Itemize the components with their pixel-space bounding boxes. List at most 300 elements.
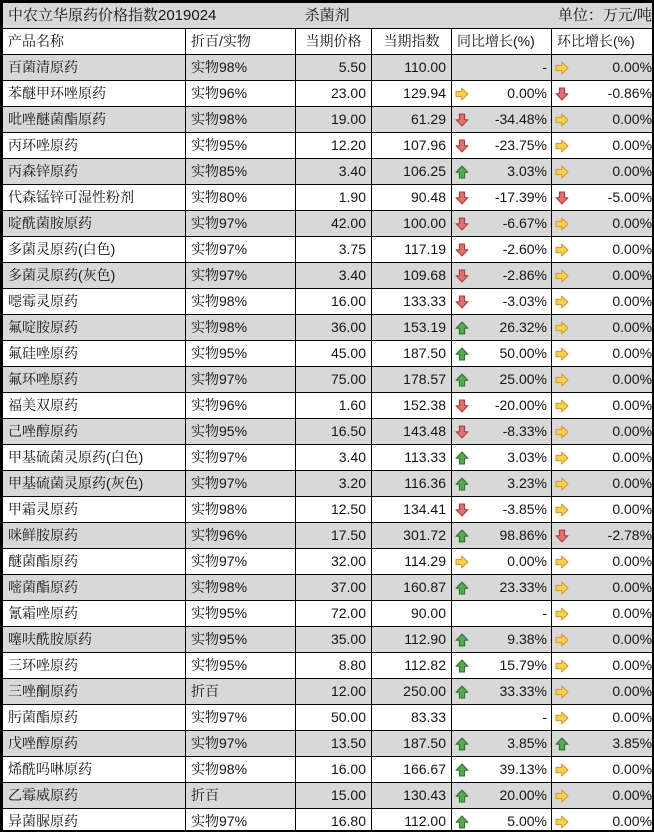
mom-cell-value: 0.00% xyxy=(612,241,653,257)
yoy-cell-value: -8.33% xyxy=(502,423,547,439)
yoy-cell xyxy=(452,211,552,237)
table-row xyxy=(3,55,654,81)
index-cell: 117.19 xyxy=(372,237,452,263)
table-row xyxy=(3,185,654,211)
yoy-cell-value: 9.38% xyxy=(507,631,547,647)
yoy-cell xyxy=(452,653,552,679)
right-arrow-icon xyxy=(555,789,569,803)
product-name-cell: 戊唑醇原药 xyxy=(3,731,186,757)
product-name-cell: 百菌清原药 xyxy=(3,55,186,81)
price-cell: 15.00 xyxy=(296,783,372,809)
mom-cell-value: -5.00% xyxy=(607,189,653,205)
index-cell: 153.19 xyxy=(372,315,452,341)
spec-cell: 实物97% xyxy=(186,211,296,237)
index-cell: 100.00 xyxy=(372,211,452,237)
index-cell: 166.67 xyxy=(372,757,452,783)
mom-cell xyxy=(552,81,654,107)
data-table xyxy=(2,2,654,832)
mom-cell-value: 0.00% xyxy=(612,761,653,777)
price-cell: 75.00 xyxy=(296,367,372,393)
table-row xyxy=(3,81,654,107)
right-arrow-icon xyxy=(555,763,569,777)
mom-cell-value: -2.78% xyxy=(607,527,653,543)
mom-cell-value: 0.00% xyxy=(612,111,653,127)
mom-cell xyxy=(552,809,654,832)
right-arrow-icon xyxy=(455,87,469,101)
right-arrow-icon xyxy=(555,503,569,517)
mom-cell xyxy=(552,393,654,419)
right-arrow-icon xyxy=(555,165,569,179)
spec-cell: 实物98% xyxy=(186,575,296,601)
yoy-cell-value: 3.03% xyxy=(507,449,547,465)
index-cell: 160.87 xyxy=(372,575,452,601)
yoy-cell-value: 98.86% xyxy=(499,527,547,543)
product-name-cell: 吡唑醚菌酯原药 xyxy=(3,107,186,133)
product-name-cell: 肟菌酯原药 xyxy=(3,705,186,731)
table-row xyxy=(3,263,654,289)
right-arrow-icon xyxy=(555,295,569,309)
up-arrow-icon xyxy=(455,529,469,543)
yoy-cell-value: - xyxy=(542,709,547,725)
product-name-cell: 福美双原药 xyxy=(3,393,186,419)
mom-cell xyxy=(552,159,654,185)
right-arrow-icon xyxy=(555,711,569,725)
yoy-cell-value: 3.85% xyxy=(507,735,547,751)
mom-cell-value: 0.00% xyxy=(612,449,653,465)
yoy-cell-value: 0.00% xyxy=(507,553,547,569)
yoy-cell-value: -17.39% xyxy=(494,189,547,205)
mom-cell xyxy=(552,315,654,341)
right-arrow-icon xyxy=(555,269,569,283)
yoy-cell xyxy=(452,419,552,445)
column-header-yoy: 同比增长(%) xyxy=(452,29,552,55)
up-arrow-icon xyxy=(455,451,469,465)
mom-cell xyxy=(552,107,654,133)
mom-cell xyxy=(552,653,654,679)
product-name-cell: 苯醚甲环唑原药 xyxy=(3,81,186,107)
mom-cell-value: 0.00% xyxy=(612,475,653,491)
spec-cell: 实物97% xyxy=(186,445,296,471)
column-header-index: 当期指数 xyxy=(372,29,452,55)
right-arrow-icon xyxy=(455,555,469,569)
mom-cell xyxy=(552,471,654,497)
index-cell: 112.90 xyxy=(372,627,452,653)
table-body xyxy=(3,55,654,832)
spec-cell: 实物98% xyxy=(186,289,296,315)
product-name-cell: 啶酰菌胺原药 xyxy=(3,211,186,237)
product-name-cell: 嘧菌酯原药 xyxy=(3,575,186,601)
down-arrow-icon xyxy=(455,503,469,517)
yoy-cell-value: 15.79% xyxy=(499,657,547,673)
spec-cell: 实物96% xyxy=(186,393,296,419)
price-cell: 23.00 xyxy=(296,81,372,107)
table-row xyxy=(3,367,654,393)
yoy-cell-value: -23.75% xyxy=(494,137,547,153)
price-cell: 3.20 xyxy=(296,471,372,497)
right-arrow-icon xyxy=(555,373,569,387)
spec-cell: 实物96% xyxy=(186,523,296,549)
table-row xyxy=(3,289,654,315)
price-cell: 35.00 xyxy=(296,627,372,653)
up-arrow-icon xyxy=(455,685,469,699)
yoy-cell xyxy=(452,679,552,705)
yoy-cell xyxy=(452,783,552,809)
right-arrow-icon xyxy=(555,139,569,153)
yoy-cell-value: -3.03% xyxy=(502,293,547,309)
spec-cell: 实物97% xyxy=(186,471,296,497)
product-name-cell: 甲基硫菌灵原药(白色) xyxy=(3,445,186,471)
index-cell: 90.48 xyxy=(372,185,452,211)
up-arrow-icon xyxy=(455,633,469,647)
spec-cell: 实物97% xyxy=(186,809,296,832)
spec-cell: 折百 xyxy=(186,679,296,705)
spec-cell: 实物95% xyxy=(186,341,296,367)
down-arrow-icon xyxy=(455,243,469,257)
price-cell: 72.00 xyxy=(296,601,372,627)
price-cell: 16.00 xyxy=(296,289,372,315)
mom-cell-value: 0.00% xyxy=(612,657,653,673)
price-cell: 17.50 xyxy=(296,523,372,549)
product-name-cell: 丙森锌原药 xyxy=(3,159,186,185)
index-cell: 178.57 xyxy=(372,367,452,393)
table-row xyxy=(3,419,654,445)
mom-cell-value: 0.00% xyxy=(612,59,653,75)
right-arrow-icon xyxy=(555,347,569,361)
right-arrow-icon xyxy=(555,451,569,465)
mom-cell-value: 0.00% xyxy=(612,631,653,647)
right-arrow-icon xyxy=(555,113,569,127)
up-arrow-icon xyxy=(455,347,469,361)
mom-cell xyxy=(552,185,654,211)
index-cell: 112.00 xyxy=(372,809,452,832)
mom-cell-value: 0.00% xyxy=(612,605,653,621)
up-arrow-icon xyxy=(455,477,469,491)
mom-cell-value: 0.00% xyxy=(612,709,653,725)
yoy-cell-value: 3.23% xyxy=(507,475,547,491)
yoy-cell xyxy=(452,393,552,419)
category-label: 杀菌剂 xyxy=(304,7,350,24)
table-row xyxy=(3,445,654,471)
mom-cell xyxy=(552,289,654,315)
up-arrow-icon xyxy=(455,737,469,751)
yoy-cell xyxy=(452,289,552,315)
mom-cell xyxy=(552,549,654,575)
up-arrow-icon xyxy=(455,581,469,595)
table-row xyxy=(3,679,654,705)
table-row xyxy=(3,497,654,523)
yoy-cell xyxy=(452,809,552,832)
right-arrow-icon xyxy=(555,581,569,595)
price-cell: 8.80 xyxy=(296,653,372,679)
product-name-cell: 代森锰锌可湿性粉剂 xyxy=(3,185,186,211)
spec-cell: 实物98% xyxy=(186,107,296,133)
product-name-cell: 噻呋酰胺原药 xyxy=(3,627,186,653)
product-name-cell: 氟硅唑原药 xyxy=(3,341,186,367)
spec-cell: 实物98% xyxy=(186,757,296,783)
table-row xyxy=(3,159,654,185)
price-cell: 13.50 xyxy=(296,731,372,757)
right-arrow-icon xyxy=(555,399,569,413)
right-arrow-icon xyxy=(555,659,569,673)
mom-cell-value: 0.00% xyxy=(612,683,653,699)
mom-cell xyxy=(552,731,654,757)
index-cell: 113.33 xyxy=(372,445,452,471)
product-name-cell: 氟环唑原药 xyxy=(3,367,186,393)
yoy-cell xyxy=(452,367,552,393)
index-cell: 109.68 xyxy=(372,263,452,289)
right-arrow-icon xyxy=(555,217,569,231)
yoy-cell xyxy=(452,445,552,471)
table-row xyxy=(3,237,654,263)
index-cell: 61.29 xyxy=(372,107,452,133)
down-arrow-icon xyxy=(455,113,469,127)
table-row xyxy=(3,107,654,133)
title-bar xyxy=(3,3,654,29)
title-row xyxy=(3,3,654,29)
mom-cell-value: 0.00% xyxy=(612,553,653,569)
right-arrow-icon xyxy=(555,321,569,335)
up-arrow-icon xyxy=(455,815,469,829)
column-header-spec: 折百/实物 xyxy=(186,29,296,55)
table-row xyxy=(3,757,654,783)
table-row xyxy=(3,809,654,832)
mom-cell xyxy=(552,679,654,705)
price-cell: 50.00 xyxy=(296,705,372,731)
price-cell: 1.90 xyxy=(296,185,372,211)
spec-cell: 实物98% xyxy=(186,315,296,341)
yoy-cell xyxy=(452,81,552,107)
right-arrow-icon xyxy=(555,243,569,257)
yoy-cell-value: -6.67% xyxy=(502,215,547,231)
price-cell: 3.40 xyxy=(296,263,372,289)
yoy-cell xyxy=(452,263,552,289)
table-row xyxy=(3,783,654,809)
mom-cell-value: -0.86% xyxy=(607,85,653,101)
price-cell: 5.50 xyxy=(296,55,372,81)
right-arrow-icon xyxy=(555,425,569,439)
price-cell: 16.80 xyxy=(296,809,372,832)
price-cell: 32.00 xyxy=(296,549,372,575)
table-row xyxy=(3,471,654,497)
right-arrow-icon xyxy=(555,685,569,699)
yoy-cell xyxy=(452,575,552,601)
spec-cell: 实物97% xyxy=(186,731,296,757)
price-cell: 3.40 xyxy=(296,159,372,185)
table-row xyxy=(3,627,654,653)
mom-cell xyxy=(552,705,654,731)
spec-cell: 折百 xyxy=(186,783,296,809)
product-name-cell: 三唑酮原药 xyxy=(3,679,186,705)
table-row xyxy=(3,133,654,159)
yoy-cell xyxy=(452,107,552,133)
index-cell: 143.48 xyxy=(372,419,452,445)
right-arrow-icon xyxy=(555,477,569,491)
yoy-cell-value: 50.00% xyxy=(499,345,547,361)
right-arrow-icon xyxy=(555,607,569,621)
right-arrow-icon xyxy=(555,61,569,75)
price-cell: 16.50 xyxy=(296,419,372,445)
mom-cell xyxy=(552,575,654,601)
down-arrow-icon xyxy=(455,399,469,413)
yoy-cell-value: 33.33% xyxy=(499,683,547,699)
up-arrow-icon xyxy=(455,165,469,179)
yoy-cell-value: 39.13% xyxy=(499,761,547,777)
price-cell: 1.60 xyxy=(296,393,372,419)
yoy-cell-value: -2.60% xyxy=(502,241,547,257)
yoy-cell xyxy=(452,471,552,497)
yoy-cell-value: 0.00% xyxy=(507,85,547,101)
index-cell: 116.36 xyxy=(372,471,452,497)
yoy-cell-value: - xyxy=(542,605,547,621)
index-cell: 129.94 xyxy=(372,81,452,107)
product-name-cell: 三环唑原药 xyxy=(3,653,186,679)
table-row xyxy=(3,523,654,549)
page-title: 中农立华原药价格指数2019024 xyxy=(8,7,217,24)
down-arrow-icon xyxy=(455,217,469,231)
yoy-cell-value: 20.00% xyxy=(499,787,547,803)
mom-cell-value: 0.00% xyxy=(612,501,653,517)
yoy-cell-value: -20.00% xyxy=(494,397,547,413)
yoy-cell-value: 26.32% xyxy=(499,319,547,335)
mom-cell xyxy=(552,237,654,263)
yoy-cell xyxy=(452,341,552,367)
up-arrow-icon xyxy=(455,659,469,673)
table-row xyxy=(3,705,654,731)
price-cell: 19.00 xyxy=(296,107,372,133)
spec-cell: 实物97% xyxy=(186,237,296,263)
product-name-cell: 噁霉灵原药 xyxy=(3,289,186,315)
product-name-cell: 丙环唑原药 xyxy=(3,133,186,159)
table-row xyxy=(3,575,654,601)
table-row xyxy=(3,653,654,679)
price-cell: 12.50 xyxy=(296,497,372,523)
spec-cell: 实物95% xyxy=(186,133,296,159)
price-cell: 16.00 xyxy=(296,757,372,783)
product-name-cell: 多菌灵原药(灰色) xyxy=(3,263,186,289)
yoy-cell xyxy=(452,237,552,263)
index-cell: 130.43 xyxy=(372,783,452,809)
product-name-cell: 氰霜唑原药 xyxy=(3,601,186,627)
column-header-product: 产品名称 xyxy=(3,29,186,55)
index-cell: 187.50 xyxy=(372,731,452,757)
yoy-cell-value: - xyxy=(542,59,547,75)
index-cell: 152.38 xyxy=(372,393,452,419)
mom-cell-value: 0.00% xyxy=(612,163,653,179)
mom-cell-value: 0.00% xyxy=(612,423,653,439)
table-row xyxy=(3,393,654,419)
mom-cell-value: 0.00% xyxy=(612,215,653,231)
index-cell: 134.41 xyxy=(372,497,452,523)
product-name-cell: 己唑醇原药 xyxy=(3,419,186,445)
mom-cell xyxy=(552,419,654,445)
product-name-cell: 氟啶胺原药 xyxy=(3,315,186,341)
spec-cell: 实物97% xyxy=(186,549,296,575)
spec-cell: 实物80% xyxy=(186,185,296,211)
mom-cell-value: 0.00% xyxy=(612,579,653,595)
column-header-price: 当期价格 xyxy=(296,29,372,55)
mom-cell-value: 0.00% xyxy=(612,813,653,829)
price-cell: 3.75 xyxy=(296,237,372,263)
yoy-cell-value: -2.86% xyxy=(502,267,547,283)
mom-cell-value: 0.00% xyxy=(612,397,653,413)
index-cell: 83.33 xyxy=(372,705,452,731)
spec-cell: 实物96% xyxy=(186,81,296,107)
yoy-cell-value: 5.00% xyxy=(507,813,547,829)
spec-cell: 实物98% xyxy=(186,497,296,523)
mom-cell xyxy=(552,445,654,471)
yoy-cell xyxy=(452,55,552,81)
product-name-cell: 咪鲜胺原药 xyxy=(3,523,186,549)
index-cell: 301.72 xyxy=(372,523,452,549)
table-row xyxy=(3,731,654,757)
table-row xyxy=(3,341,654,367)
up-arrow-icon xyxy=(455,373,469,387)
down-arrow-icon xyxy=(555,529,569,543)
spec-cell: 实物97% xyxy=(186,367,296,393)
spec-cell: 实物85% xyxy=(186,159,296,185)
yoy-cell xyxy=(452,627,552,653)
spec-cell: 实物95% xyxy=(186,627,296,653)
product-name-cell: 烯酰吗啉原药 xyxy=(3,757,186,783)
index-cell: 187.50 xyxy=(372,341,452,367)
down-arrow-icon xyxy=(555,191,569,205)
mom-cell xyxy=(552,601,654,627)
mom-cell-value: 0.00% xyxy=(612,371,653,387)
right-arrow-icon xyxy=(555,633,569,647)
right-arrow-icon xyxy=(555,815,569,829)
yoy-cell xyxy=(452,601,552,627)
product-name-cell: 甲基硫菌灵原药(灰色) xyxy=(3,471,186,497)
mom-cell xyxy=(552,523,654,549)
yoy-cell-value: 23.33% xyxy=(499,579,547,595)
mom-cell xyxy=(552,263,654,289)
yoy-cell-value: -3.85% xyxy=(502,501,547,517)
yoy-cell-value: 25.00% xyxy=(499,371,547,387)
column-header-mom: 环比增长(%) xyxy=(552,29,654,55)
spec-cell: 实物95% xyxy=(186,601,296,627)
mom-cell-value: 0.00% xyxy=(612,293,653,309)
mom-cell xyxy=(552,211,654,237)
yoy-cell xyxy=(452,549,552,575)
spec-cell: 实物95% xyxy=(186,653,296,679)
unit-label: 单位：万元/吨 xyxy=(557,7,653,24)
mom-cell-value: 0.00% xyxy=(612,137,653,153)
down-arrow-icon xyxy=(455,269,469,283)
up-arrow-icon xyxy=(555,737,569,751)
mom-cell xyxy=(552,627,654,653)
price-cell: 3.40 xyxy=(296,445,372,471)
product-name-cell: 甲霜灵原药 xyxy=(3,497,186,523)
down-arrow-icon xyxy=(555,87,569,101)
mom-cell xyxy=(552,341,654,367)
mom-cell-value: 3.85% xyxy=(612,735,653,751)
mom-cell xyxy=(552,133,654,159)
spec-cell: 实物97% xyxy=(186,705,296,731)
yoy-cell xyxy=(452,497,552,523)
yoy-cell xyxy=(452,523,552,549)
right-arrow-icon xyxy=(555,555,569,569)
product-name-cell: 醚菌酯原药 xyxy=(3,549,186,575)
price-cell: 37.00 xyxy=(296,575,372,601)
product-name-cell: 乙霉威原药 xyxy=(3,783,186,809)
price-cell: 12.00 xyxy=(296,679,372,705)
spec-cell: 实物98% xyxy=(186,55,296,81)
up-arrow-icon xyxy=(455,321,469,335)
table-row xyxy=(3,315,654,341)
mom-cell xyxy=(552,757,654,783)
price-cell: 45.00 xyxy=(296,341,372,367)
yoy-cell xyxy=(452,185,552,211)
